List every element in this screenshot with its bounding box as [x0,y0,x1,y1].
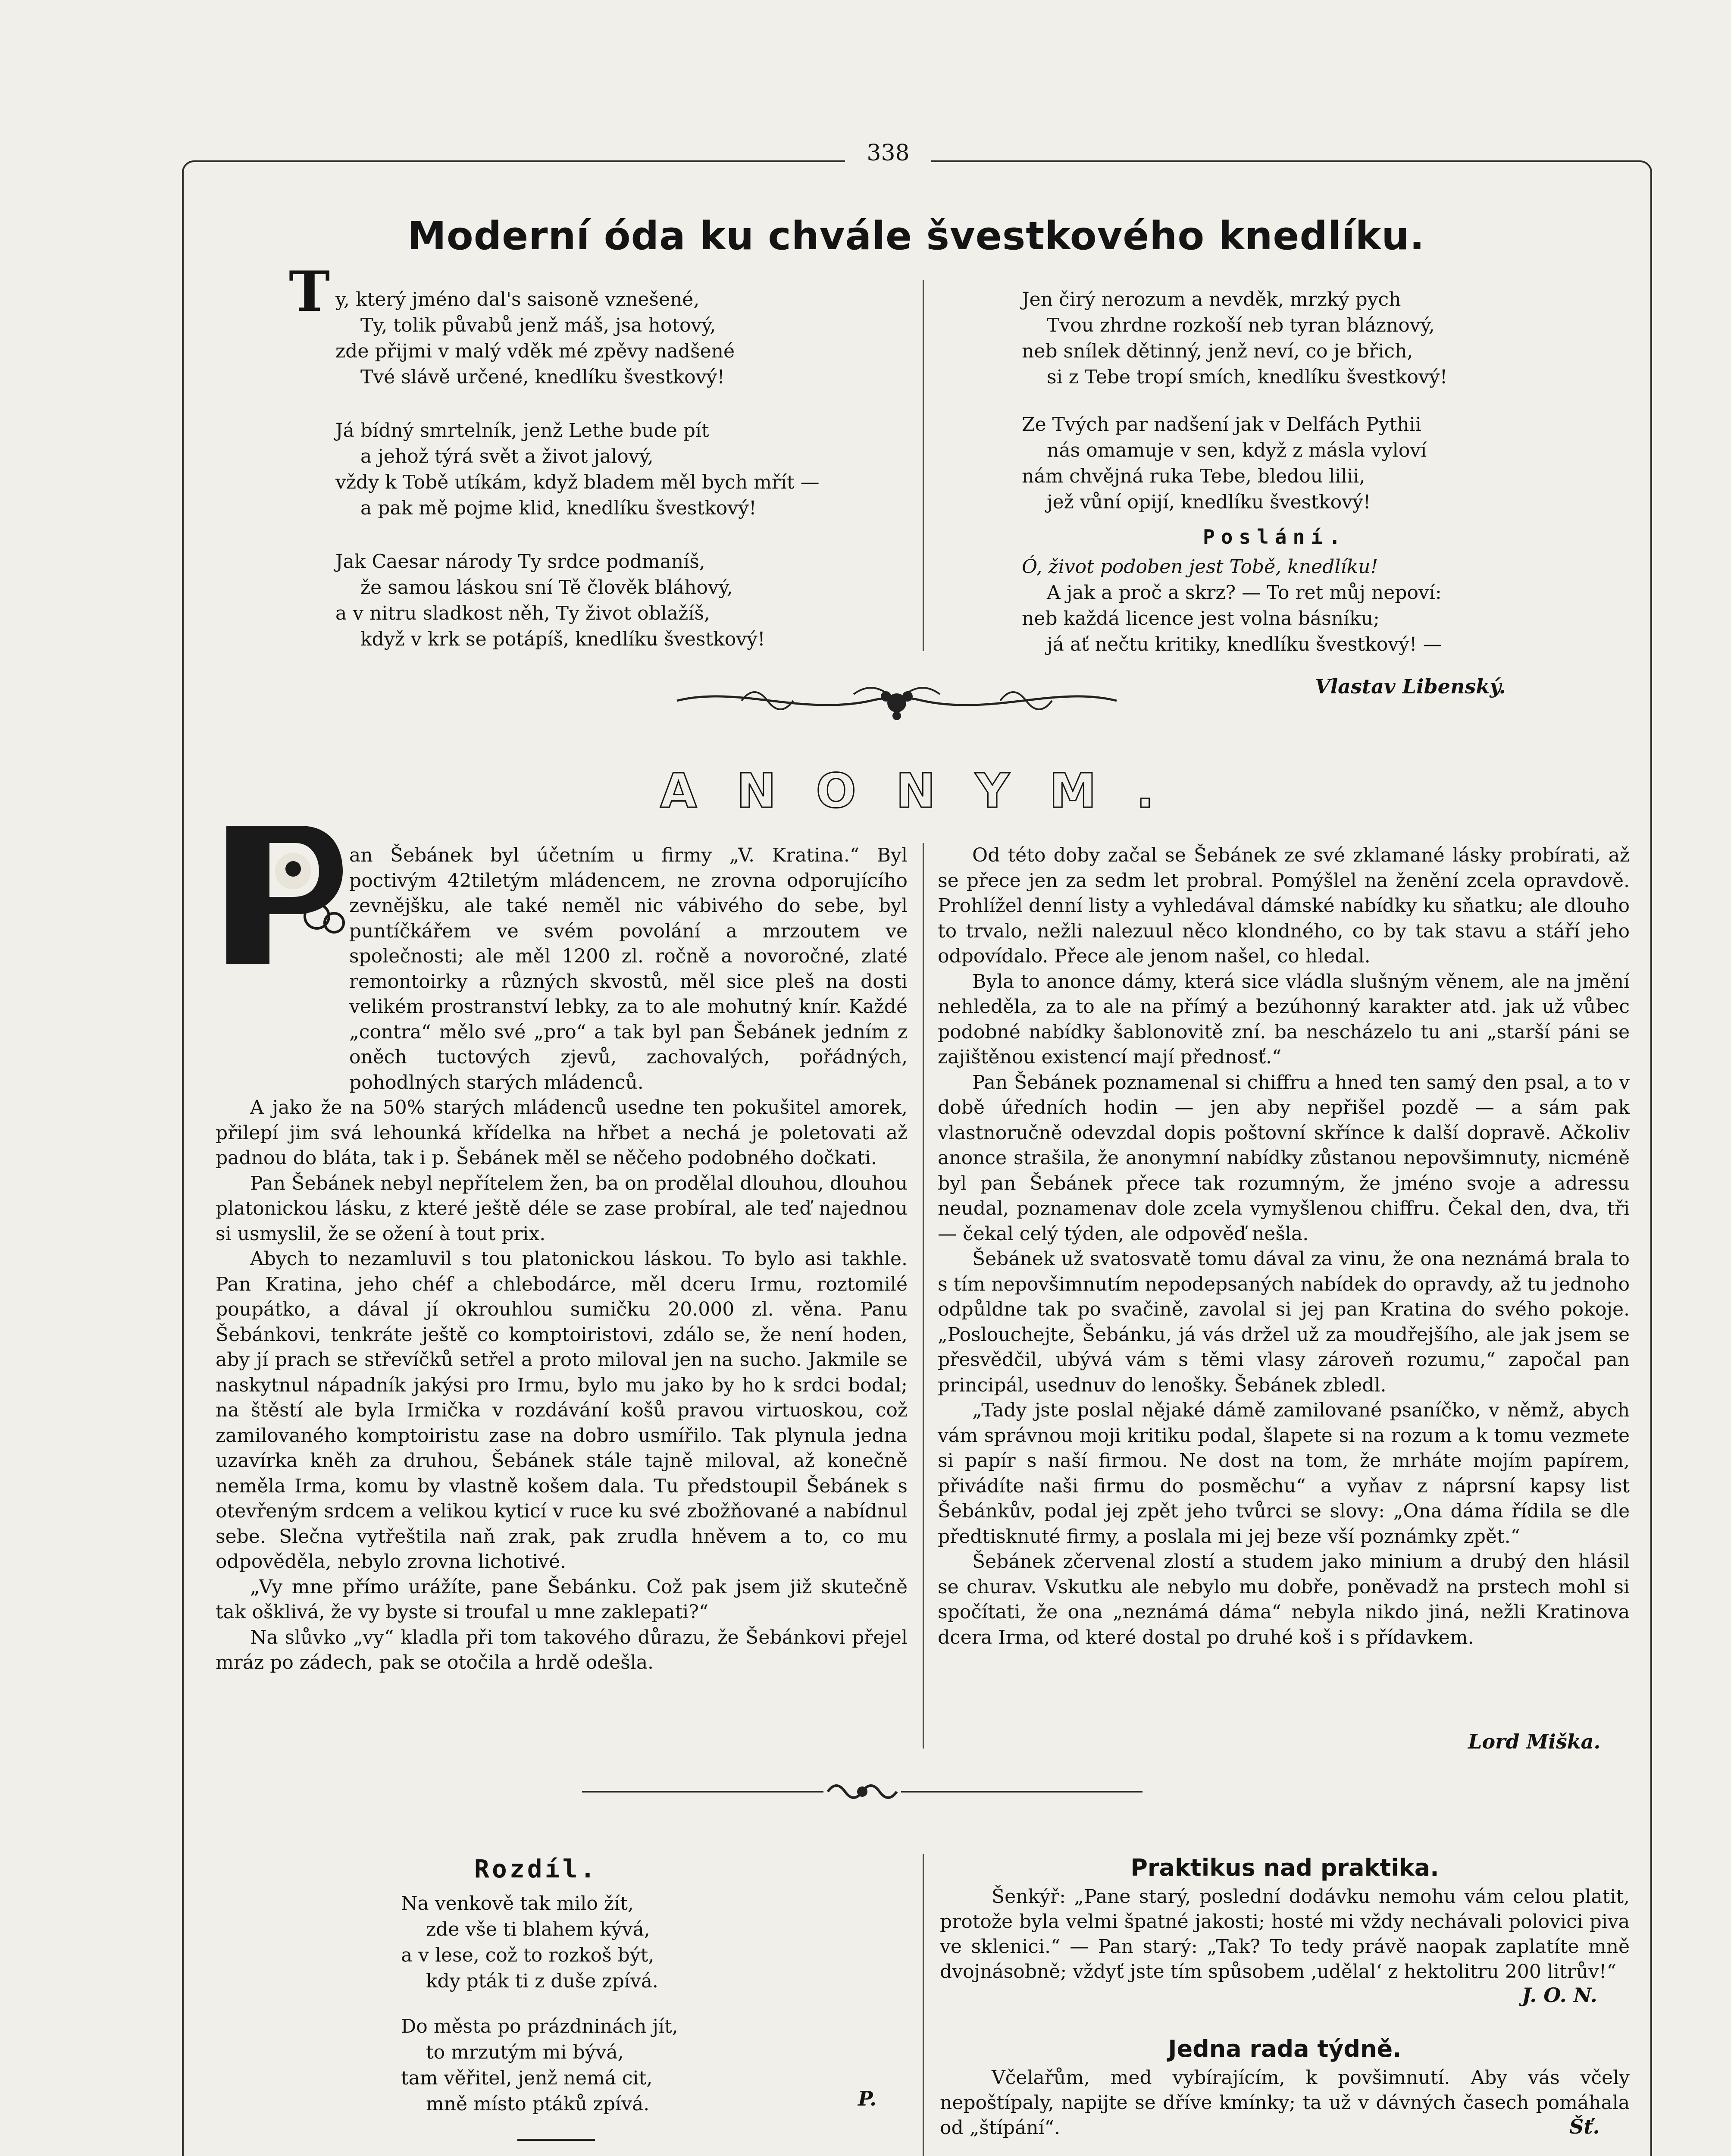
poem-line: že samou láskou sní Tě člověk bláhový, [360,577,733,599]
poem-dropcap: T [289,260,330,324]
paragraph: Od této doby začal se Šebánek ze své zklamané lásky probírati, až se přece jen za sedm let probral. Pomýšlel na ženění zcela opravdově. Prohlížel denní listy a vyhledával dámské nabídky ku sňatku; ale dlouho to trvalo, nežli nalezuul něco klondného, co by tak stavu a stáří jeho odpovídalo. Přece ale jenom našel, co hledal. [938,844,1630,967]
poem-stanza-1 [335,287,820,390]
praktikus-author: J. O. N. [1522,1984,1597,2007]
poem-line: a jehož týrá svět a život jalový, [360,445,654,467]
dropcap-letter: P [218,815,222,823]
poem-line: Ty, tolik půvabů jenž máš, jsa hotový, [360,314,716,336]
poem-line: vždy k Tobě utíkám, když bladem měl bych mřít — [335,471,820,493]
paragraph: Abych to nezamluvil s tou platonickou láskou. To bylo asi takhle. Pan Kratina, jeho chéf a chlebodárce, měl dceru Irmu, roztomilé poupátko, a dával jí okrouhlou sumičku 20.000 zl. věna. Panu Šebánkovi, tenkráte ještě co komptoiristovi, zdálo se, že není hoden, aby jí prach se střevíčků setřel a proto miloval jen na sucho. Jakmile se naskytnul nápadník jakýsi pro Irmu, bylo mu jako by ho k srdci bodal; na štěstí ale byla Irmička v rozdávání košů pravou virtuoskou, což zamilovaného komptoiristu zase na dobro usmířilo. Tak plynula jedna uzavírka kněh za druhou, Šebánek stále tajně miloval, až konečně neměla Irma, komu by vlastně košem dala. Tu předstoupil Šebánek s otevřeným srdcem a velikou kyticí v ruce ku své zbožňované a nabídnul sebe. Slečna vytřeštila naň zrak, pak zrudla hněvem a to, co mu odpověděla, nebylo zrovna lichotivé. [216,1248,908,1573]
poem-line: Na venkově tak milo žít, [401,1893,634,1915]
rada-body [940,2065,1630,2140]
paragraph: A jako že na 50% starých mládenců usedne ten pokušitel amorek, přilepí jim svá lehounká křídelka na hřbet a nechá je poletovati až padnou do bláta, tak i p. Šebánek měl se něčeho podobného dočkati. [216,1097,908,1169]
poem-line: Jak Caesar národy Ty srdce podmaníš, [335,551,705,573]
rozdil-title: Rozdíl. [474,1854,598,1883]
paragraph: Pan Šebánek nebyl nepřítelem žen, ba on prodělal dlouhou, dlouhou platonickou lásku, z které ještě déle se zase probíral, ale teď najednou si usmyslil, že se ožení à tout prix. [216,1172,908,1245]
poem-line: Tvé slávě určené, knedlíku švestkový! [360,366,725,388]
poem-line: já ať nečtu kritiky, knedlíku švestkový! — [1047,633,1442,655]
rozdil-stanza-1 [401,1891,678,1994]
poem-line: si z Tebe tropí smích, knedlíku švestkový! [1047,366,1448,388]
poem-line: neb každá licence jest volna básníku; [1022,608,1380,630]
poem-line: Já bídný smrtelník, jenž Lethe bude pít [335,420,709,442]
poem-line: když v krk se potápíš, knedlíku švestkový! [360,628,765,650]
poem-stanza-4 [1022,287,1447,390]
poem-line: Ó, život podoben jest Tobě, knedlíku! [1022,556,1378,578]
column-divider [923,1854,924,2156]
column-divider [923,843,924,1749]
poem-line: a v lese, což to rozkoš být, [401,1944,654,1966]
poem-line: Do města po prázdninách jít, [401,2015,678,2037]
poem-line: nás omamuje v sen, když z másla vyloví [1047,439,1427,461]
rada-title: Jedna rada týdně. [1168,2035,1402,2062]
poem-line: zde přijmi v malý vděk mé zpěvy nadšené [335,340,735,362]
poem-line: jež vůní opijí, knedlíku švestkový! [1047,491,1371,513]
paragraph: Pan Šebánek poznamenal si chiffru a hned ten samý den psal, a to v době úředních hodin — jen aby nepřišel pozdě — a sám pak vlastnoručně odevzdal dopis poštovní skřínce k další dopravě. Ačkoliv anonce strašila, že anonymní nabídky zůstanou nepovšimnuty, nicméně byl pan Šebánek přece tak rozumným, že jméno svoje a adressu neudal, poznamenav dole zcela vymyšlenou chiffru. Čekal den, dva, tři — čekal celý týden, ale odpověď nešla. [938,1071,1630,1245]
anonym-title: ANONYM. [660,763,1194,818]
rada-author: Šť. [1569,2115,1600,2138]
paragraph: Šebánek už svatosvatě tomu dával za vinu, že ona neznámá brala to s tím nepovšimnutím nepodepsaných nabídek do opravdy, až tu jednoho odpůldne tak po svačině, zavolal si jej pan Kratina do svého pokoje. „Poslouchejte, Šebánku, já vás držel už za moudřejšího, ale jak jsem se přesvědčil, ubývá vám s těmi vlasy zároveň rozumu,“ započal pan principál, usednuv do lenošky. Šebánek zbledl. [938,1248,1630,1396]
poem-line: a v nitru sladkost něh, Ty život oblažíš, [335,602,710,624]
poem-line: tam věřitel, jenž nemá cit, [401,2067,653,2089]
column-divider [923,280,924,651]
poem-line: to mrzutým mi bývá, [426,2041,624,2063]
paragraph: „Vy mne přímo urážíte, pane Šebánku. Což pak jsem již skutečně tak ošklivá, že vy byste si troufal u mne zaklepati?“ [216,1576,908,1623]
divider-ornament-icon [582,1777,1143,1807]
paragraph: Šenkýř: „Pane starý, poslední dodávku nemohu vám celou platit, protože byla velmi špatné jakosti; hosté mi vždy nechávali polovici piva ve sklenici.“ — Pan starý: „Tak? To tedy právě naopak zaplatíte mně dvojnásobně; vždyť jste tím spůsobem ‚udělal‘ z hektolitru 200 litrův!“ [940,1886,1630,1983]
poem-line: Tvou zhrdne rozkoší neb tyran bláznový, [1047,314,1435,336]
rozdil-author: P. [858,2087,876,2110]
paragraph: Šebánek zčervenal zlostí a studem jako minium a drubý den hlásil se churav. Vskutku ale nebylo mu dobře, poněvadž na prstech mohl si spočítati, že ona „neznámá dáma“ nebyla nikdo jiná, nežli Kratinova dcera Irma, od které dostal po druhé koš i s přídavkem. [938,1551,1630,1648]
poem-stanza-5 [1022,412,1447,515]
paragraph: an Šebánek byl účetním u firmy „V. Kratina.“ Byl poctivým 42tiletým mládencem, ne zrovna odporujícího zevnějšku, ale také neměl nic vábivého do sebe, byl puntíčkářem ve svém povolání a mrzoutem ve společnosti; ale měl 1200 zl. ročně a novoročné, zlaté remontoirky a různých skvostů, měl sice pleš na dosti velikém prostranství lebky, za to ale mohutný knír. Každé „contra“ mělo své „pro“ a tak byl pan Šebánek jedním z oněch tuctových zjevů, zachovalých, pořádných, pohodlných starých mládenců. [349,844,908,1094]
paragraph: „Tady jste poslal nějaké dámě zamilované psaníčko, v němž, abych vám správnou moji kritiku podal, šlapete si na rozum a k tomu vezmete si papír s naší firmou. Ne dost na tom, že mrháte mojím papírem, přivádíte naši firmu do posměchu“ a vyňav z náprsní kapsy list Šebánkův, podal jej zpět jeho tvůrci se slovy: „Ona dáma řídila se dle předtisknuté firmy, a poslala mi jej beze vší poznámky zpět.“ [938,1399,1630,1548]
praktikus-body [940,1884,1630,1984]
poem-right-column [1022,287,1447,658]
poem-stanza-2 [335,418,820,521]
page-number: 338 [845,140,931,166]
paragraph: Včelařům, med vybírajícím, k povšimnutí. Aby vás včely nepoštípaly, napijte se dříve kmínky; ta už v dávných časech pomáhala od „štípání“. [940,2067,1630,2139]
poem-author: Vlastav Libenský. [1315,675,1506,698]
paragraph: Na slůvko „vy“ kladla při tom takového důrazu, že Šebánkovi přejel mráz po zádech, pak se otočila a hrdě odešla. [216,1626,908,1673]
poem-title: Moderní óda ku chvále švestkového knedlíku. [407,213,1425,259]
rozdil-poem [401,1891,678,2117]
poem-line: mně místo ptáků zpívá. [426,2093,650,2115]
anonym-left-column [216,843,908,1676]
praktikus-title: Praktikus nad praktika. [1130,1854,1439,1881]
paragraph: Byla to anonce dámy, která sice vládla slušným věnem, ale na jmění nehleděla, za to ale na přímý a bezúhonný karakter atd. jak už vůbec podobné nabídky šablonovitě zní. ba nescházelo tu ani „starší páni se zajištěnou existencí mají přednosť.“ [938,970,1630,1068]
anonym-author: Lord Miška. [1468,1730,1601,1753]
poem-line: kdy pták ti z duše zpívá. [426,1970,658,1992]
poem-line: nám chvějná ruka Tebe, bledou lilii, [1022,465,1365,487]
poem-line: Ze Tvých par nadšení jak v Delfách Pythii [1022,414,1421,436]
poem-line: A jak a proč a skrz? — To ret můj nepoví: [1047,582,1442,604]
poem-line: a pak mě pojme klid, knedlíku švestkový! [360,497,757,519]
poem-line: zde vše ti blahem kývá, [426,1918,650,1940]
poem-left-column [335,287,820,680]
end-rule [517,2139,595,2141]
rozdil-stanza-2 [401,2014,678,2117]
poem-line: neb snílek dětinný, jenž neví, co je břich, [1022,340,1413,362]
poem-stanza-3 [335,549,820,652]
poem-line: Jen čirý nerozum a nevděk, mrzký pych [1022,288,1401,310]
anonym-right-column [938,843,1630,1650]
envoi-heading: Poslání. [1203,525,1347,548]
vine-ornament-icon [673,677,1121,724]
poem-line: y, který jméno dal's saisoně vznešené, [335,288,700,310]
